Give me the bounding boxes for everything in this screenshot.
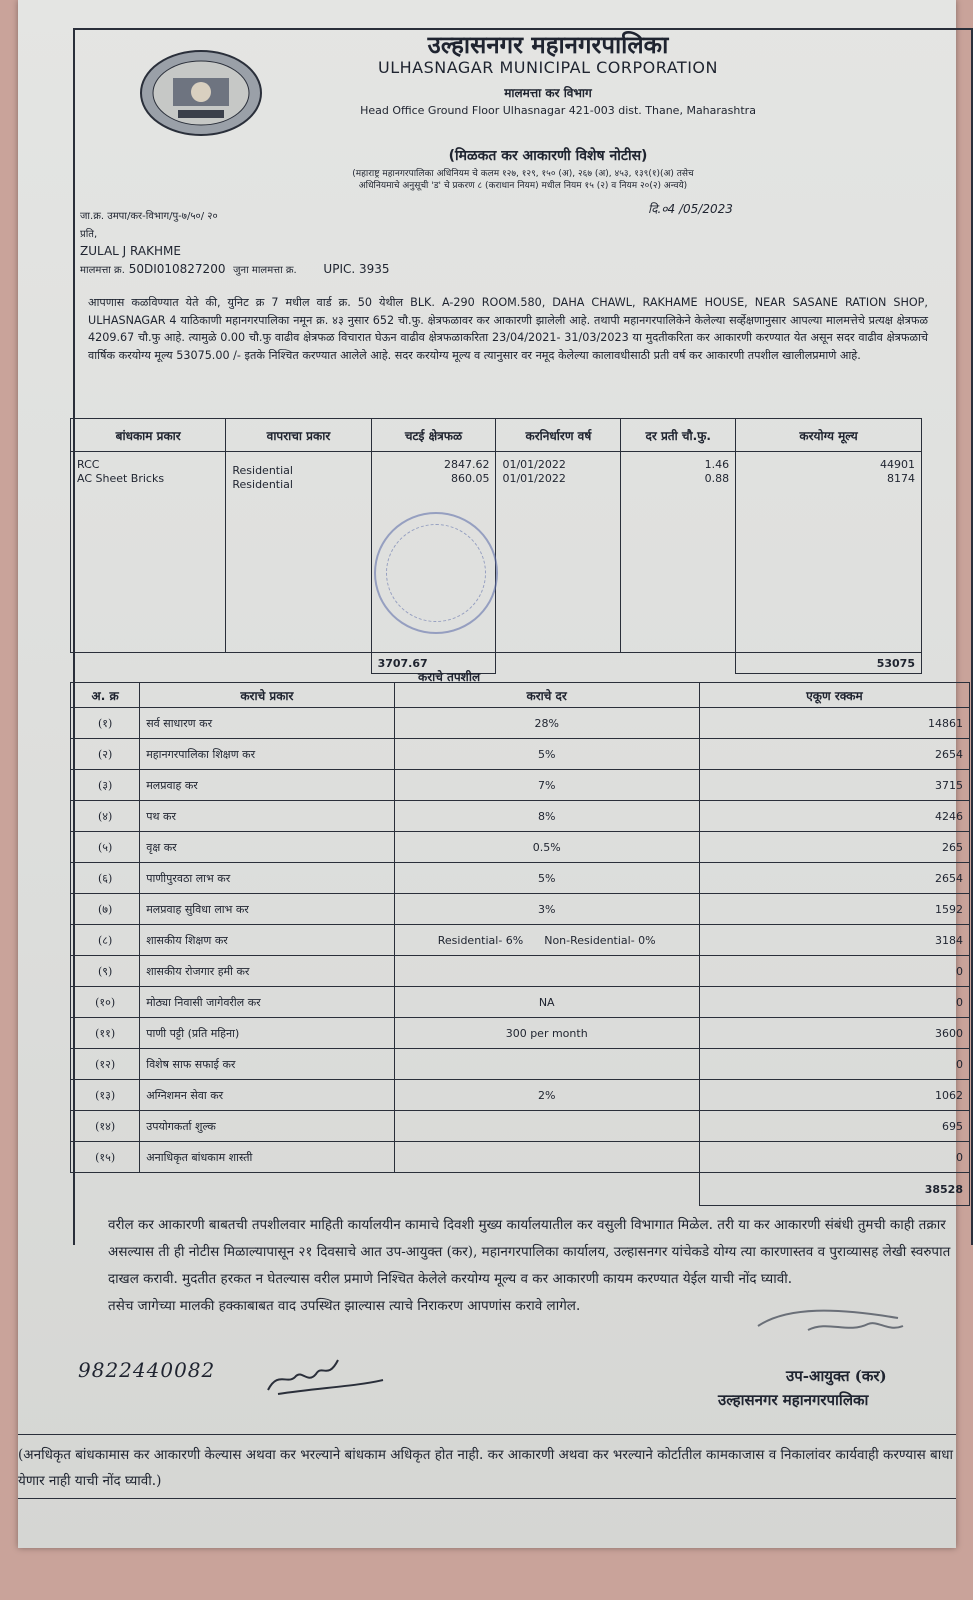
terms-paragraph: वरील कर आकारणी बाबतची तपशीलवार माहिती कार्यालयीन कामाचे दिवशी मुख्य कार्यालयातील कर वसुली विभागात मिळेल. तरी या कर आकारणी संबंधी तुमची काही तक्रार असल्यास ती ही नोटीस मिळाल्यापासून २१ दिवसाचे आत उप-आयुक्त (कर), महानगरपालिका कार्यालय, उल्हासनगर यांचेकडे योग्य त्या कारणास्तव व पुराव्यासह लेखी स्वरुपात दाखल करावी. मुदतीत हरकत न घेतल्यास वरील प्रमाणे निश्चित केलेले करयोग्य मूल्य व कर आकारणी कायम करण्यात येईल याची नोंद घ्यावी. (108, 1217, 951, 1287)
tax-row (71, 987, 970, 1018)
tax-row (71, 1142, 970, 1173)
tax-row-rate: 5% (394, 863, 699, 894)
header-value: करयोग्य मूल्य (736, 419, 922, 452)
tax-row-amount: 3184 (699, 925, 969, 956)
construction-cell (71, 452, 226, 653)
corporation-logo-icon (138, 48, 264, 138)
tax-row-no: (६) (71, 863, 140, 894)
tax-row-rate: 7% (394, 770, 699, 801)
header-construction: बांधकाम प्रकार (71, 419, 226, 452)
tax-row-type: विशेष साफ सफाई कर (140, 1049, 394, 1080)
tax-row-no: (३) (71, 770, 140, 801)
owner-name: ZULAL J RAKHME (80, 244, 181, 258)
upic-number: UPIC. 3935 (323, 262, 390, 276)
tax-row-no: (९) (71, 956, 140, 987)
old-property-label: जुना मालमत्ता क्र. (233, 265, 297, 276)
prati-label: प्रति, (80, 229, 98, 240)
total-value: 53075 (736, 653, 922, 674)
construction-1: RCC (77, 458, 100, 471)
tax-row-no: (१४) (71, 1111, 140, 1142)
value-2: 8174 (887, 472, 915, 485)
property-table-header (71, 419, 922, 452)
header-year: करनिर्धारण वर्ष (496, 419, 621, 452)
tax-row-rate: 2% (394, 1080, 699, 1111)
tax-row-no: (१२) (71, 1049, 140, 1080)
tax-row-type: अग्निशमन सेवा कर (140, 1080, 394, 1111)
tax-row-amount: 1592 (699, 894, 969, 925)
total-blank (71, 653, 372, 674)
tax-row (71, 801, 970, 832)
notice-paper (18, 0, 963, 1548)
tax-row-rate (394, 1142, 699, 1173)
property-label: मालमत्ता क्र. (80, 265, 125, 276)
property-table-total (71, 653, 922, 674)
footer-divider-bottom (18, 1498, 956, 1499)
office-address: Head Office Ground Floor Ulhasnagar 421-003 dist. Thane, Maharashtra (360, 104, 756, 117)
area-1: 2847.62 (443, 458, 490, 471)
intro-paragraph: आपणास कळविण्यात येते की, युनिट क्र 7 मधील वार्ड क्र. 50 येथील BLK. A-290 ROOM.580, DAHA CHAWL, RAKHAME HOUSE, NEAR SASANE RATION SHOP, ULHASNAGAR 4 याठिकाणी महानगरपालिका नमून क्र. ४३ नुसार 652 चौ.फु. क्षेत्रफळावर कर आकारणी झालेली आहे. तथापी महानगरपालिकेने केलेल्या सर्व्हेक्षणानुसार आपल्या मालमत्तेचे प्रत्यक्ष क्षेत्रफळ 4209.67 चौ.फु आहे. त्यामुळे 0.00 चौ.फु वाढीव क्षेत्रफळ विचारात घेऊन वाढीव क्षेत्रफळाकरिता 23/04/2021- 31/03/2023 या मुदतीकरिता कर आकारणी करण्यात येत असून सदर वाढीव क्षेत्रफळाचे वार्षिक करयोग्य मूल्य 53075.00 /- इतके निश्चित करण्यात आलेले आहे. सदर करयोग्य मूल्य व त्यानुसार वर नमूद केलेल्या कालावधीसाठी प्रती वर्ष कर आकारणी तपशील खालीलप्रमाणे आहे. (88, 296, 928, 362)
tax-row-type: मोठ्या निवासी जागेवरील कर (140, 987, 394, 1018)
tax-row (71, 956, 970, 987)
signatory-organisation: उल्हासनगर महानगरपालिका (718, 1391, 869, 1409)
tax-row-amount: 2654 (699, 863, 969, 894)
tax-row-rate: NA (394, 987, 699, 1018)
tax-row-amount: 0 (699, 1049, 969, 1080)
tax-row (71, 1018, 970, 1049)
tax-row-no: (१५) (71, 1142, 140, 1173)
header-tax-type: कराचे प्रकार (140, 683, 394, 708)
tax-row-no: (११) (71, 1018, 140, 1049)
tax-row-amount: 0 (699, 956, 969, 987)
tax-table-header (71, 683, 970, 708)
tax-row-amount: 265 (699, 832, 969, 863)
tax-row (71, 925, 970, 956)
tax-row-rate: 8% (394, 801, 699, 832)
tax-row-no: (८) (71, 925, 140, 956)
tax-row-rate: 0.5% (394, 832, 699, 863)
tax-total-blank (71, 1173, 700, 1206)
footer-divider (18, 1434, 956, 1435)
officer-signature-icon (748, 1304, 918, 1344)
tax-row-amount: 0 (699, 1142, 969, 1173)
tax-row-amount: 2654 (699, 739, 969, 770)
header-tax-rate: कराचे दर (394, 683, 699, 708)
tax-row-amount: 14861 (699, 708, 969, 739)
tax-row-type: सर्व साधारण कर (140, 708, 394, 739)
tax-row (71, 770, 970, 801)
tax-row-no: (४) (71, 801, 140, 832)
tax-row-rate (394, 956, 699, 987)
header-area: चटई क्षेत्रफळ (371, 419, 496, 452)
tax-row-type: अनाधिकृत बांधकाम शास्ती (140, 1142, 394, 1173)
notice-date: दि.०4 /05/2023 (648, 202, 733, 216)
tax-row-type: महानगरपालिका शिक्षण कर (140, 739, 394, 770)
tax-row-amount: 0 (699, 987, 969, 1018)
year-1: 01/01/2022 (502, 458, 566, 471)
tax-row-no: (२) (71, 739, 140, 770)
tax-table-total (71, 1173, 970, 1206)
tax-row (71, 1080, 970, 1111)
department-name: मालमत्ता कर विभाग (504, 86, 592, 100)
tax-row-no: (१०) (71, 987, 140, 1018)
area-2: 860.05 (450, 472, 490, 485)
tax-row-rate (394, 1049, 699, 1080)
tax-row-type: पाणी पट्टी (प्रति महिना) (140, 1018, 394, 1049)
rate-2: 0.88 (704, 472, 730, 485)
notice-title: (मिळकत कर आकारणी विशेष नोटीस) (448, 148, 648, 164)
tax-details-caption: कराचे तपशील (418, 670, 481, 684)
tax-row-type: मलप्रवाह सुविधा लाभ कर (140, 894, 394, 925)
year-cell (496, 452, 621, 653)
act-reference (268, 168, 778, 192)
tax-row-rate: 300 per month (394, 1018, 699, 1049)
property-number: 50DI010827200 (128, 262, 226, 276)
rate-1: 1.46 (704, 458, 730, 471)
corporation-title-english: ULHASNAGAR MUNICIPAL CORPORATION (378, 58, 718, 77)
footer-note: (अनधिकृत बांधकामास कर आकारणी केल्यास अथवा कर भरल्याने बांधकाम अधिकृत होत नाही. कर आकारणी अथवा कर भरल्याने कोर्टातील कामकाजास व निकालांवर कार्यवाही करण्यास बाधा येणार नाही याची नोंद घ्यावी.) (18, 1447, 954, 1489)
header-sr-no: अ. क्र (71, 683, 140, 708)
tax-row (71, 708, 970, 739)
tax-row (71, 832, 970, 863)
tax-row-no: (१) (71, 708, 140, 739)
signatory-designation: उप-आयुक्त (कर) (786, 1367, 887, 1385)
tax-row-type: मलप्रवाह कर (140, 770, 394, 801)
tax-row-rate: 3% (394, 894, 699, 925)
year-2: 01/01/2022 (502, 472, 566, 485)
tax-row-rate (394, 1111, 699, 1142)
tax-row-type: उपयोगकर्ता शुल्क (140, 1111, 394, 1142)
value-1: 44901 (880, 458, 915, 471)
tax-row-amount: 4246 (699, 801, 969, 832)
usage-1: Residential (232, 464, 293, 477)
tax-row-type: पाणीपुरवठा लाभ कर (140, 863, 394, 894)
recipient-signature-icon (258, 1350, 388, 1400)
tax-details-table (70, 682, 970, 1206)
rate-cell (621, 452, 736, 653)
handwritten-phone: 9822440082 (78, 1358, 216, 1382)
tax-row-type: शासकीय शिक्षण कर (140, 925, 394, 956)
tax-row-no: (७) (71, 894, 140, 925)
reference-number: जा.क्र. उमपा/कर-विभाग/पु-७/५०/ २० (80, 211, 218, 222)
header-rate: दर प्रती चौ.फु. (621, 419, 736, 452)
corporation-title-marathi: उल्हासनगर महानगरपालिका (427, 30, 669, 59)
official-seal-icon (374, 512, 498, 634)
property-line (80, 262, 390, 276)
tax-row-amount: 3715 (699, 770, 969, 801)
usage-cell (226, 452, 371, 653)
tax-row (71, 863, 970, 894)
tax-row-amount: 1062 (699, 1080, 969, 1111)
tax-row-amount: 695 (699, 1111, 969, 1142)
value-cell (736, 452, 922, 653)
header-usage: वापराचा प्रकार (226, 419, 371, 452)
ownership-paragraph: तसेच जागेच्या मालकी हक्काबाबत वाद उपस्थित झाल्यास त्याचे निराकरण आपणांस करावे लागेल. (108, 1298, 581, 1314)
tax-row-no: (५) (71, 832, 140, 863)
tax-row (71, 739, 970, 770)
tax-row (71, 1111, 970, 1142)
construction-2: AC Sheet Bricks (77, 472, 165, 485)
tax-row-rate: 28% (394, 708, 699, 739)
usage-2: Residential (232, 478, 293, 491)
act-line-2: अधिनियमाचे अनुसूची 'ड' चे प्रकरण ८ (कराधान नियम) मधील नियम १५ (२) व नियम २०(२) अन्वये) (358, 181, 688, 191)
property-table-body (71, 452, 922, 653)
total-blank-2 (496, 653, 736, 674)
header-total-amount: एकूण रक्कम (699, 683, 969, 708)
tax-row (71, 894, 970, 925)
tax-row-rate: 5% (394, 739, 699, 770)
tax-row-no: (१३) (71, 1080, 140, 1111)
property-assessment-table (70, 418, 922, 674)
tax-row-type: शासकीय रोजगार हमी कर (140, 956, 394, 987)
tax-row (71, 1049, 970, 1080)
total-area: 3707.67 (371, 653, 496, 674)
tax-row-type: पथ कर (140, 801, 394, 832)
tax-total-amount: 38528 (699, 1173, 969, 1206)
act-line-1: (महाराष्ट्र महानगरपालिका अधिनियम चे कलम १२७, १२९, १५० (अ), २६७ (अ), ४५३, १३९(१)(अ) तसेच (352, 169, 694, 179)
tax-row-type: वृक्ष कर (140, 832, 394, 863)
tax-row-rate: Residential- 6% Non-Residential- 0% (394, 925, 699, 956)
tax-row-amount: 3600 (699, 1018, 969, 1049)
